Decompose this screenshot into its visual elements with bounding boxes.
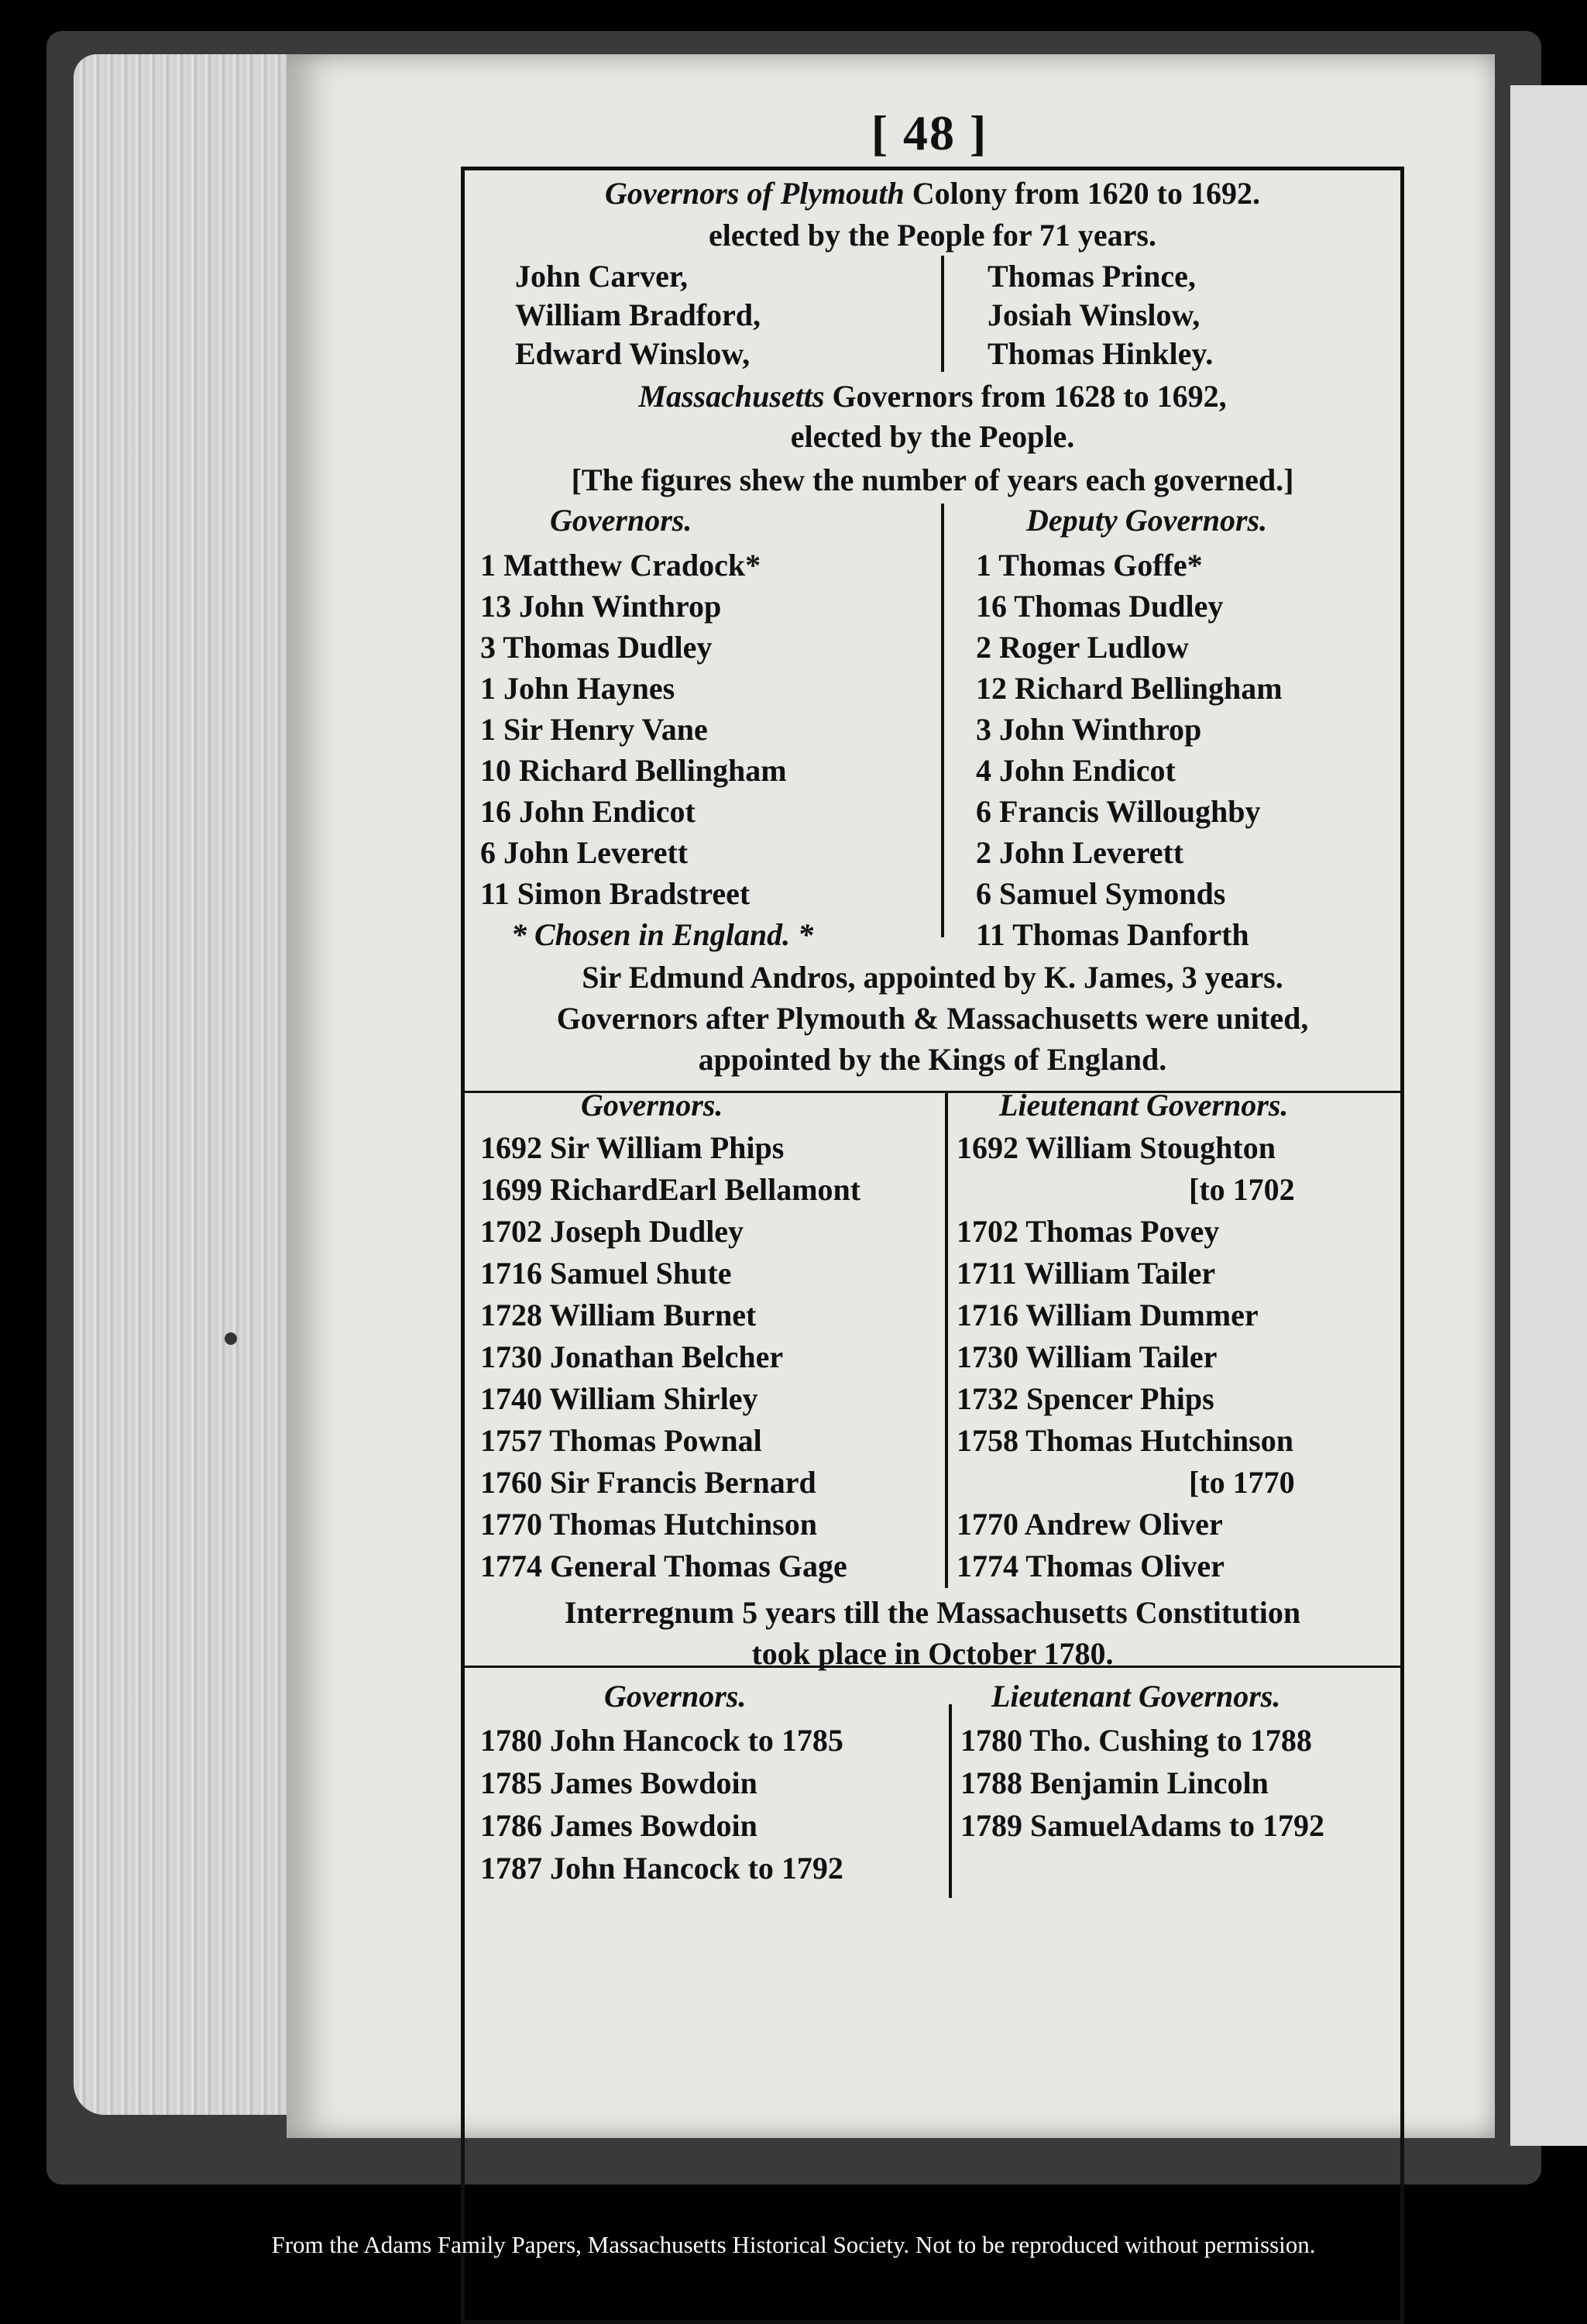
- table-row: [465, 591, 1400, 631]
- governor-cell: 1740 William Shirley: [480, 1381, 758, 1416]
- deputy-governor-cell: [to 1702: [1189, 1172, 1295, 1207]
- massachusetts-heading: [465, 381, 1400, 421]
- plymouth-governor: John Carver,: [515, 259, 688, 294]
- governor-cell: 1 Sir Henry Vane: [480, 712, 708, 747]
- table-row: [465, 1425, 1400, 1466]
- governor-cell: 1785 James Bowdoin: [480, 1765, 757, 1800]
- table-row: [465, 796, 1400, 837]
- show-through-text: [968, 1907, 975, 1937]
- table-row: [465, 1300, 1400, 1340]
- interregnum-line2: took place in October 1780.: [751, 1636, 1114, 1671]
- table-row: [465, 550, 1400, 590]
- deputy-governor-cell: 11 Thomas Danforth: [976, 917, 1249, 952]
- deputy-governor-cell: 1 Thomas Goffe*: [976, 548, 1203, 583]
- governor-cell: 1787 John Hancock to 1792: [480, 1851, 843, 1886]
- plymouth-row: [465, 297, 1400, 340]
- table-row: [465, 878, 1400, 919]
- governor-cell: 1702 Joseph Dudley: [480, 1214, 744, 1249]
- andros-line: Sir Edmund Andros, appointed by K. James, 3 years.: [582, 960, 1283, 995]
- deputy-governor-cell: 4 John Endicot: [976, 753, 1176, 788]
- governors-header: Governors.: [550, 503, 692, 538]
- table-row: [465, 1258, 1400, 1298]
- governor-cell: 1730 Jonathan Belcher: [480, 1339, 784, 1374]
- plymouth-heading-italic: Governors of Plymouth: [605, 176, 905, 211]
- table-row: [465, 1810, 1400, 1851]
- plymouth-governor: Josiah Winslow,: [988, 297, 1201, 332]
- plymouth-row: [465, 261, 1400, 301]
- deputy-governor-cell: 1702 Thomas Povey: [957, 1214, 1220, 1249]
- table-row: [465, 1551, 1400, 1591]
- plymouth-governor: Thomas Hinkley.: [988, 336, 1214, 371]
- binding-clasp: [225, 1332, 237, 1345]
- governor-cell: 13 John Winthrop: [480, 589, 722, 624]
- table-row: [465, 1509, 1400, 1549]
- governor-cell: 1770 Thomas Hutchinson: [480, 1507, 817, 1542]
- governor-cell: * Chosen in England. *: [511, 917, 814, 952]
- page-number: [ 48 ]: [871, 105, 988, 160]
- governors-header: Governors.: [581, 1088, 723, 1122]
- copyright-footer: From the Adams Family Papers, Massachusetts Historical Society. Not to be reproduced without permission.: [271, 2231, 1316, 2258]
- plymouth-heading-rest: Colony from 1620 to 1692.: [912, 176, 1260, 211]
- united-heading: Governors after Plymouth & Massachusetts were united,: [556, 1001, 1309, 1036]
- governor-cell: 11 Simon Bradstreet: [480, 876, 751, 911]
- table-row: [465, 837, 1400, 878]
- page-edges: [74, 54, 298, 2115]
- governor-cell: 1692 Sir William Phips: [480, 1130, 785, 1165]
- table-row: [465, 1765, 1400, 1808]
- constitution-column-headers: [465, 1681, 1400, 1721]
- deputy-governor-cell: 16 Thomas Dudley: [976, 589, 1224, 624]
- table-row: [465, 755, 1400, 796]
- interregnum-line1: Interregnum 5 years till the Massachusetts Constitution: [564, 1595, 1301, 1630]
- table-row: [465, 1339, 1400, 1382]
- governor-cell: 16 John Endicot: [480, 794, 696, 829]
- governor-cell: 1780 John Hancock to 1785: [480, 1723, 843, 1758]
- deputy-governor-cell: 1788 Benjamin Lincoln: [960, 1765, 1269, 1800]
- deputy-governor-cell: 1780 Tho. Cushing to 1788: [960, 1723, 1312, 1758]
- governor-cell: 3 Thomas Dudley: [480, 630, 713, 665]
- massachusetts-column-headers: [465, 505, 1400, 545]
- governor-cell: 6 John Leverett: [480, 835, 689, 870]
- deputy-governor-cell: 12 Richard Bellingham: [976, 671, 1283, 706]
- deputy-governor-cell: 1774 Thomas Oliver: [957, 1549, 1225, 1583]
- massachusetts-subheading: elected by the People.: [790, 419, 1075, 454]
- governors-header: Governors.: [604, 1679, 747, 1714]
- plymouth-governor: Thomas Prince,: [988, 259, 1196, 294]
- plymouth-governor: William Bradford,: [515, 297, 761, 332]
- deputy-governor-cell: 2 John Leverett: [976, 835, 1184, 870]
- united-column-headers: [465, 1090, 1400, 1130]
- deputy-governor-cell: 1716 William Dummer: [957, 1298, 1259, 1332]
- plymouth-row: [465, 336, 1400, 379]
- deputy-governor-cell: 6 Francis Willoughby: [976, 794, 1261, 829]
- governor-cell: 1774 General Thomas Gage: [480, 1549, 847, 1583]
- plymouth-subheading: elected by the People for 71 years.: [709, 218, 1156, 253]
- deputy-governor-cell: 1730 William Tailer: [957, 1339, 1218, 1374]
- table-row: [465, 1725, 1400, 1765]
- governor-cell: 1760 Sir Francis Bernard: [480, 1465, 816, 1500]
- table-row: [465, 1174, 1400, 1215]
- governor-cell: 1 Matthew Cradock*: [480, 548, 761, 583]
- table-row: [465, 917, 1400, 960]
- deputy-governor-cell: 1770 Andrew Oliver: [957, 1507, 1223, 1542]
- massachusetts-heading-rest: Governors from 1628 to 1692,: [832, 379, 1227, 414]
- table-row: [465, 1467, 1400, 1508]
- plymouth-heading: [465, 178, 1400, 218]
- plymouth-governor: Edward Winslow,: [515, 336, 751, 371]
- table-row: [465, 1853, 1400, 1893]
- deputy-governor-cell: 1711 William Tailer: [957, 1256, 1216, 1291]
- deputy-governor-cell: 1789 SamuelAdams to 1792: [960, 1808, 1325, 1843]
- massachusetts-heading-italic: Massachusetts: [638, 379, 825, 414]
- governor-cell: 1757 Thomas Pownal: [480, 1423, 762, 1458]
- massachusetts-note: [The figures shew the number of years each governed.]: [571, 462, 1294, 497]
- deputy-governor-cell: 1732 Spencer Phips: [957, 1381, 1214, 1416]
- table-row: [465, 673, 1400, 713]
- deputy-governor-cell: 1758 Thomas Hutchinson: [957, 1423, 1293, 1458]
- deputy-governor-cell: 1692 William Stoughton: [957, 1130, 1276, 1165]
- deputy-governor-cell: 2 Roger Ludlow: [976, 630, 1189, 665]
- governor-cell: 1716 Samuel Shute: [480, 1256, 732, 1291]
- governor-cell: 10 Richard Bellingham: [480, 753, 787, 788]
- lieutenant-governors-header: Lieutenant Governors.: [999, 1088, 1289, 1122]
- united-subheading: appointed by the Kings of England.: [698, 1042, 1167, 1077]
- deputy-governor-cell: [to 1770: [1189, 1465, 1295, 1500]
- adjacent-page-edge: [1510, 85, 1587, 2146]
- lieutenant-governors-header: Lieutenant Governors.: [991, 1679, 1281, 1714]
- governor-cell: 1 John Haynes: [480, 671, 675, 706]
- table-row: [465, 632, 1400, 672]
- table-row: [465, 714, 1400, 755]
- deputy-governor-cell: 3 John Winthrop: [976, 712, 1202, 747]
- table-row: [465, 1130, 1400, 1173]
- table-row: [465, 1381, 1400, 1424]
- table-row: [465, 1216, 1400, 1257]
- deputy-governors-header: Deputy Governors.: [1026, 503, 1268, 538]
- governor-cell: 1728 William Burnet: [480, 1298, 757, 1332]
- governor-cell: 1699 RichardEarl Bellamont: [480, 1172, 861, 1207]
- governor-cell: 1786 James Bowdoin: [480, 1808, 757, 1843]
- deputy-governor-cell: 6 Samuel Symonds: [976, 876, 1226, 911]
